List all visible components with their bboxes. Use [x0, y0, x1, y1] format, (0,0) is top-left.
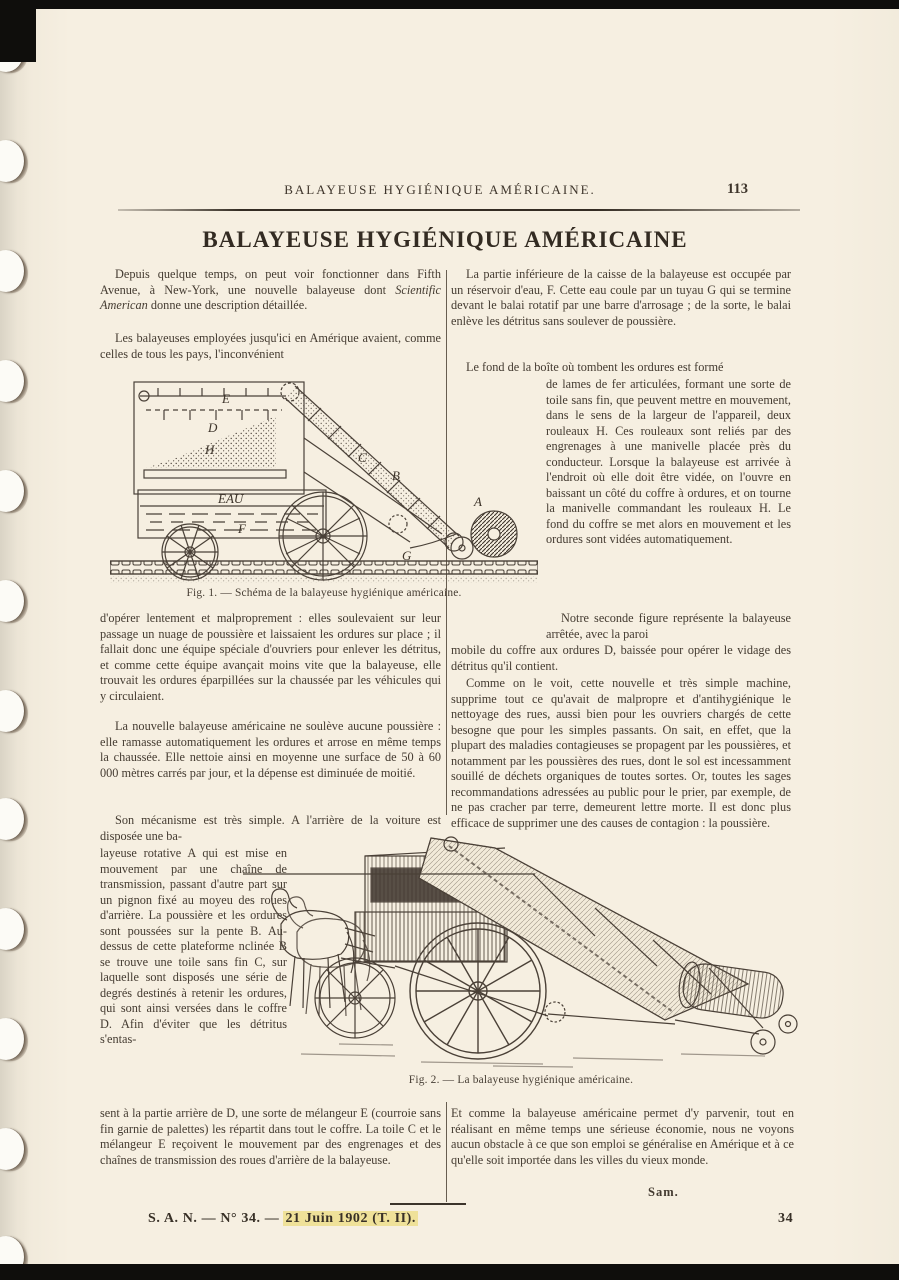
author-signature: Sam.	[648, 1185, 679, 1199]
end-rule	[390, 1203, 466, 1205]
fig2-brush-drum	[676, 961, 785, 1021]
scan-edge-top	[0, 0, 899, 9]
footer-journal-line	[148, 1211, 418, 1227]
fig1-label-B: B	[392, 468, 400, 483]
fig1-label-D: D	[208, 420, 218, 435]
paragraph: Le fond de la boîte où tombent les ordures est formé	[466, 360, 724, 374]
paragraph: Notre seconde figure représente la balayeuse arrêtée, avec la paroi	[546, 611, 791, 641]
paragraph: Les balayeuses employées jusqu'ici en Amérique avaient, comme celles de tous les pays, l'inconvénient	[100, 331, 441, 361]
fig1-label-E: E	[222, 391, 230, 406]
running-header-title: BALAYEUSE HYGIÉNIQUE AMÉRICAINE.	[284, 182, 596, 197]
paragraph-text: donne une description détaillée.	[147, 298, 308, 312]
paragraph: de lames de fer articulées, formant une sorte de toile sans fin, que peuvent mettre en mouvement, dans le sens de la largeur de l'appareil, deux rouleaux H. Ces rouleaux sont reliés par des engrenages à une manivelle placée près du conducteur. Lorsque la balayeuse est arrivée à l'endroit où elle doit être vidée, on l'ouvre en baissant un côté du coffre à ordures, et on tourne la manivelle commandant les rouleaux H. Le fond du coffre se met alors en mouvement et les ordures sont vidées automatiquement.	[546, 377, 791, 546]
paragraph: La partie inférieure de la caisse de la balayeuse est occupée par un réservoir d'eau, F. Cette eau coule par un tuyau G qui se termine devant le balai rotatif par une barre d'arrosage ; de la sorte, le balai enlève les détritus sans soulever de poussière.	[451, 267, 791, 328]
paragraph	[100, 267, 441, 314]
fig2-frame-rail	[548, 1014, 675, 1024]
fig1-label-A: A	[474, 494, 482, 509]
scan-edge-bottom	[0, 1264, 899, 1280]
fig1-schematic-drawing	[110, 372, 538, 585]
fig2-caption: Fig. 2. — La balayeuse hygiénique américaine.	[408, 1074, 634, 1086]
footer-page-number: 34	[778, 1211, 794, 1226]
fig1-conveyor	[281, 383, 463, 551]
fig1-caption: Fig. 1. — Schéma de la balayeuse hygiénique américaine.	[186, 587, 462, 599]
paragraph: sent à la partie arrière de D, une sorte de mélangeur E (courroie sans fin garnie de palettes) les répartit dans tout le coffre. La toile C et le mélangeur E reçoivent le mouvement par des engrenages et des chaînes de transmission des roues d'arrière de la balayeuse.	[100, 1106, 441, 1167]
fig2-ground-shading	[301, 1044, 765, 1067]
fig1-label-G: G	[402, 548, 412, 563]
binding-hole	[0, 1128, 24, 1170]
running-header-page-number: 113	[727, 181, 748, 197]
binding-hole	[0, 580, 24, 622]
binding-hole	[0, 908, 24, 950]
paragraph: Comme on le voit, cette nouvelle et très simple machine, supprime tout ce qu'avait de malpropre et d'antihygiénique le nettoyage des rues, aussi bien pour les ouvriers chargés de cette besogne que pour les simples passants. On sait, en effet, que la plupart des maladies contagieuses se propagent par les poussières, et notamment par les poussières des rues, dont le sol est incessamment souillé de déchets organiques de toutes sortes. Or, toutes les sages recommandations adressées au public pour le prier, par exemple, de ne pas cracher par terre, demeurent lettre morte. Il est donc plus efficace de supprimer une des causes de contagion : la poussière.	[451, 676, 791, 830]
header-rule	[118, 209, 800, 211]
fig1-linework	[110, 382, 538, 583]
paragraph: La nouvelle balayeuse américaine ne soulève aucune poussière : elle ramasse automatiquement les ordures et arrose en même temps la chaussée. Elle nettoie ainsi en moyenne une surface de 50 à 60 000 mètres carrés par jour, et la dépense est diminuée de moitié.	[100, 719, 441, 780]
binding-hole	[0, 250, 24, 292]
article-title: BALAYEUSE HYGIÉNIQUE AMÉRICAINE	[202, 227, 688, 252]
journal-name-italic: Scientific American	[100, 282, 441, 312]
paragraph: mobile du coffre aux ordures D, baissée pour opérer le vidage des détritus qu'il contient.	[451, 643, 791, 673]
paragraph: layeuse rotative A qui est mise en mouvement par une chaîne de transmission, passant d'autre part sur un pignon fixé au moyeu des roues d'arrière. La poussière et les ordures sont poussées sur la pente B. Au-dessus de cette plateforme nclinée B se trouve une toile sans fin C, sur laquelle sont disposés une série de degrés destinés à retenir les ordures, qui sont ainsi versées dans le coffre D. Afin d'éviter que les détritus s'entas-	[100, 846, 287, 1046]
paragraph: Son mécanisme est très simple. A l'arrière de la voiture est disposée une ba-	[100, 813, 441, 843]
binding-hole	[0, 470, 24, 512]
binding-hole	[0, 1018, 24, 1060]
binding-hole	[0, 690, 24, 732]
binding-hole	[0, 140, 24, 182]
footer-date-highlight: 21 Juin 1902 (T. II).	[285, 1211, 417, 1226]
paragraph-text: Depuis quelque temps, on peut voir fonctionner dans Fifth Avenue, à New-York, une nouvelle balayeuse dont	[100, 267, 441, 297]
fig1-rotary-brush	[451, 511, 517, 559]
fig2-main-wheel	[410, 923, 546, 1059]
footer-journal-text: S. A. N. — N° 34. —	[148, 1211, 284, 1226]
fig1-label-F: F	[238, 521, 246, 536]
binding-hole	[0, 360, 24, 402]
column-divider-bottom	[446, 1102, 447, 1202]
fig1-label-H: H	[205, 442, 215, 457]
fig1-cart-body	[134, 382, 304, 494]
fig2-engraving	[243, 816, 799, 1072]
scan-edge-corner	[0, 0, 36, 62]
paragraph: Et comme la balayeuse américaine permet d'y parvenir, tout en réalisant en même temps une sérieuse économie, nous ne voyons aucun obstacle à ce que son emploi se généralise en Amérique et à ce qu'elle soit importée dans les villes du vieux monde.	[451, 1106, 794, 1167]
binding-hole	[0, 798, 24, 840]
fig2-front-wheel	[315, 958, 395, 1038]
fig1-label-C: C	[358, 450, 367, 465]
fig1-label-EAU: EAU	[218, 491, 244, 506]
paragraph: d'opérer lentement et malproprement : elles soulevaient sur leur passage un nuage de poussière et laissaient les ordures sur place ; il fallait donc une équipe spéciale d'ouvriers pour enlever les détritus, et comme cette équipe avançait moins vite que la balayeuse, elle trouvait les ordures éparpillées sur la chaussée par les véhicules qui y circulaient.	[100, 611, 441, 703]
